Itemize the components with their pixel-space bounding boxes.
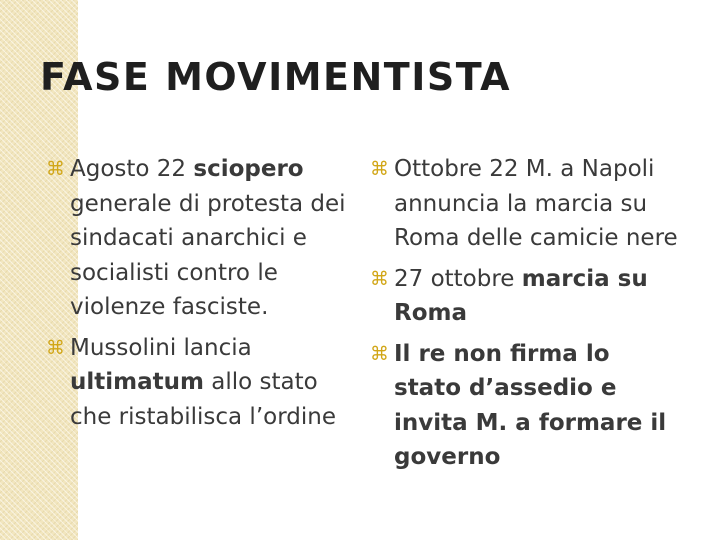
bullet-text-bold: ultimatum (70, 369, 204, 395)
bullet-text-bold: Il re non firma lo stato d’assedio e invita M. a formare il governo (394, 340, 667, 470)
bullet-item (370, 337, 680, 475)
bullet-item (46, 152, 346, 325)
bullet-item (370, 152, 680, 256)
command-key-icon: ⌘ (370, 158, 389, 180)
command-key-icon: ⌘ (370, 342, 389, 365)
bullet-text-bold: sciopero (193, 156, 304, 182)
bullet-text-part: Ottobre 22 M. a Napoli annuncia la marcia su Roma delle camicie nere (394, 156, 678, 251)
bullet-text-part: allo stato che ristabilisca l’ordine (70, 369, 336, 430)
bullet-item (46, 331, 346, 435)
bullet-text-part: generale di protesta dei sindacati anarchici e socialisti contro le violenze fasciste. (70, 190, 346, 320)
right-bullet-list (370, 152, 680, 481)
bullet-text-bold: marcia su Roma (394, 265, 648, 326)
left-bullet-list (46, 152, 346, 440)
bullet-text-part: Mussolini lancia (70, 334, 252, 361)
command-key-icon: ⌘ (370, 267, 389, 290)
bullet-item (370, 262, 680, 331)
command-key-icon: ⌘ (46, 158, 65, 180)
bullet-text-part: 27 ottobre (394, 265, 522, 292)
bullet-text-part: Agosto 22 (70, 156, 194, 182)
slide-title: FASE MOVIMENTISTA (40, 55, 512, 99)
command-key-icon: ⌘ (46, 336, 65, 359)
